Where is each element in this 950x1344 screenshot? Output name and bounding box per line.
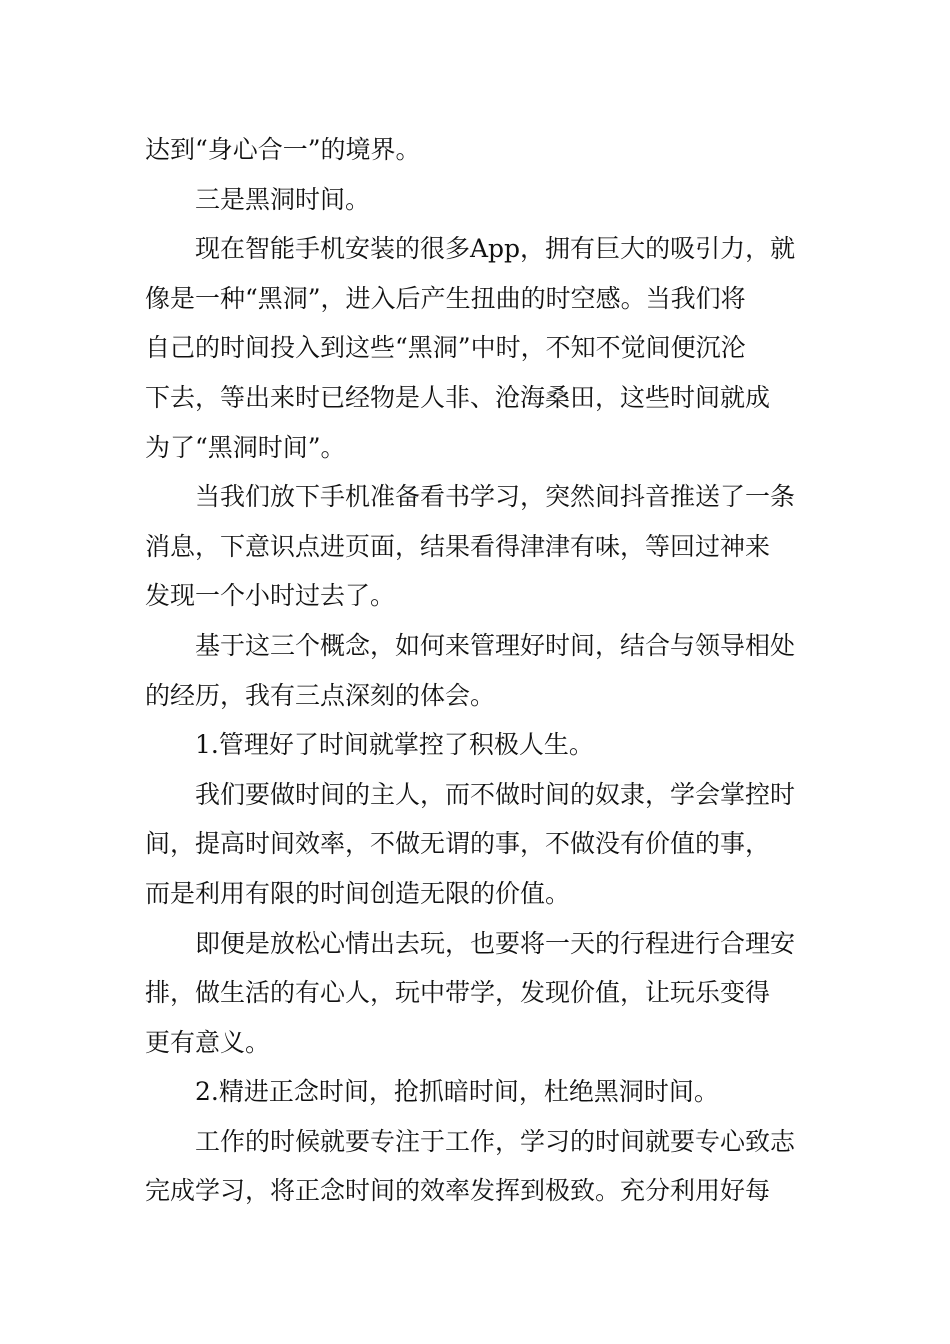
paragraph-3: 现在智能手机安装的很多App，拥有巨大的吸引力，就 像是一种“黑洞”，进入后产生扭曲的时空感。当我们将 自己的时间投入到这些“黑洞”中时，不知不觉间便沉沦 下去，等出来时已经物是人非、沧海桑田，这些时间就成 为了“黑洞时间”。 bbox=[145, 234, 796, 462]
paragraph-4: 当我们放下手机准备看书学习，突然间抖音推送了一条 消息，下意识点进页面，结果看得津津有味，等回过神来 发现一个小时过去了。 bbox=[145, 482, 796, 611]
document-body bbox=[145, 125, 809, 1216]
paragraph-10: 工作的时候就要专注于工作，学习的时间就要专心致志 完成学习，将正念时间的效率发挥到极致。充分利用好每 bbox=[145, 1126, 796, 1206]
paragraph-6: 1.管理好了时间就掌控了积极人生。 bbox=[145, 730, 594, 760]
paragraph-8: 即便是放松心情出去玩，也要将一天的行程进行合理安 排，做生活的有心人，玩中带学，发现价值，让玩乐变得 更有意义。 bbox=[145, 928, 796, 1057]
paragraph-1: 达到“身心合一”的境界。 bbox=[145, 135, 421, 164]
paragraph-5: 基于这三个概念，如何来管理好时间，结合与领导相处 的经历，我有三点深刻的体会。 bbox=[145, 630, 796, 710]
paragraph-2: 三是黑洞时间。 bbox=[145, 184, 371, 214]
paragraph-7: 我们要做时间的主人，而不做时间的奴隶，学会掌控时 间，提高时间效率，不做无谓的事，不做没有价值的事， 而是利用有限的时间创造无限的价值。 bbox=[145, 779, 796, 908]
paragraph-9: 2.精进正念时间，抢抓暗时间，杜绝黑洞时间。 bbox=[145, 1077, 719, 1107]
